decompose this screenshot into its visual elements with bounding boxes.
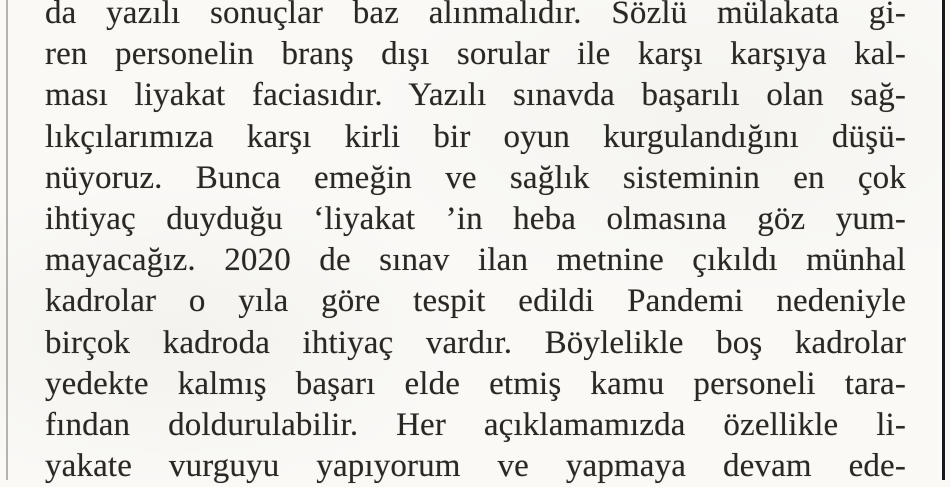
article-text-line: ren personelin branş dışı sorular ile karşı karşıya kal- <box>45 36 906 73</box>
article-text-line: yakate vurguyu yapıyorum ve yapmaya devam ede- <box>45 448 906 485</box>
right-column-divider <box>942 0 945 480</box>
article-text-line: fından doldurulabilir. Her açıklamamızda özellikle li- <box>45 406 906 443</box>
article-text-line: yedekte kalmış başarı elde etmiş kamu personeli tara- <box>45 365 906 402</box>
article-text-line: ihtiyaç duyduğu ‘liyakat ’in heba olmasına göz yum- <box>45 200 906 237</box>
article-text-line: da yazılı sonuçlar baz alınmalıdır. Sözlü mülakata gi- <box>45 0 906 31</box>
article-text-line: lıkçılarımıza karşı kirli bir oyun kurgulandığını düşü- <box>45 118 906 155</box>
article-text-line: nüyoruz. Bunca emeğin ve sağlık sisteminin en çok <box>45 159 906 196</box>
article-text-line: birçok kadroda ihtiyaç vardır. Böylelikle boş kadrolar <box>45 324 906 361</box>
article-text-line: mayacağız. 2020 de sınav ilan metnine çıkıldı münhal <box>45 242 906 279</box>
article-text-line: kadrolar o yıla göre tespit edildi Pandemi nedeniyle <box>45 283 906 320</box>
left-column-divider <box>6 0 8 480</box>
article-text-block <box>45 0 906 487</box>
article-text-line: ması liyakat faciasıdır. Yazılı sınavda başarılı olan sağ- <box>45 77 906 114</box>
